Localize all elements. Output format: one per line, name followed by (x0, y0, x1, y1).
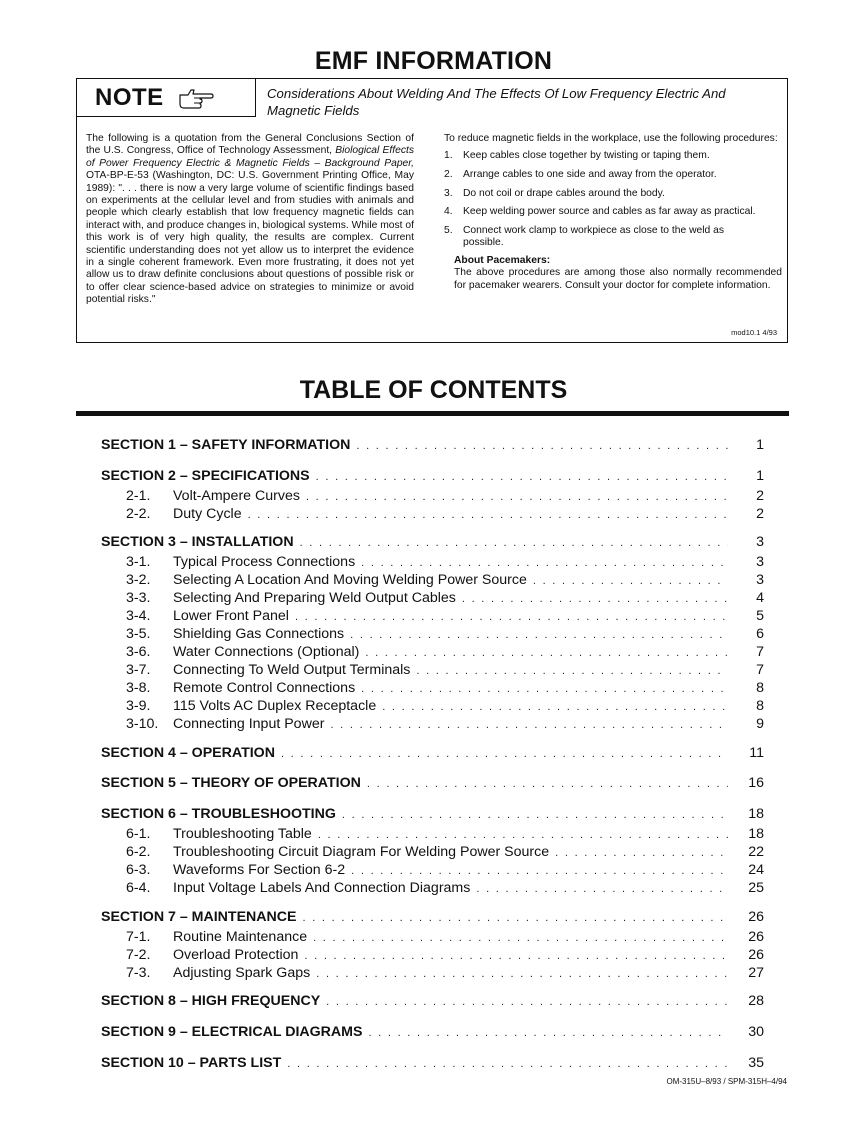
toc-page-number: 24 (748, 862, 764, 878)
toc-entry-number: 7-1. (126, 929, 151, 945)
toc-subsection-entry[interactable] (101, 590, 764, 608)
toc-entry-label: SECTION 10 – PARTS LIST (101, 1055, 282, 1071)
toc-page-number: 3 (756, 554, 764, 570)
toc-section-entry[interactable] (101, 1055, 764, 1073)
toc-dot-leader (342, 809, 728, 821)
toc-dot-leader (248, 509, 728, 521)
toc-subsection-entry[interactable] (101, 826, 764, 844)
procedure-item (444, 225, 763, 250)
toc-entry-number: 3-1. (126, 554, 151, 570)
pointing-hand-icon (178, 87, 214, 109)
toc-entry-number: 3-9. (126, 698, 151, 714)
toc-entry-number: 6-3. (126, 862, 151, 878)
toc-entry-label: SECTION 4 – OPERATION (101, 745, 275, 761)
toc-section-entry[interactable] (101, 909, 764, 927)
toc-page-number: 7 (756, 644, 764, 660)
toc-entry-label: Troubleshooting Circuit Diagram For Welding Power Source (173, 844, 550, 860)
procedure-text: Connect work clamp to workpiece as close to the weld as possible. (463, 224, 724, 249)
procedure-item (444, 150, 763, 162)
toc-dot-leader (361, 557, 728, 569)
toc-subsection-entry[interactable] (101, 844, 764, 862)
toc-entry-number: 6-1. (126, 826, 151, 842)
toc-subsection-entry[interactable] (101, 716, 764, 734)
toc-entry-number: 3-3. (126, 590, 151, 606)
toc-page-number: 22 (748, 844, 764, 860)
toc-dot-leader (304, 950, 728, 962)
toc-entry-label: Typical Process Connections (173, 554, 356, 570)
toc-entry-label: 115 Volts AC Duplex Receptacle (173, 698, 377, 714)
toc-page-number: 5 (756, 608, 764, 624)
toc-dot-leader (281, 748, 728, 760)
toc-page-number: 2 (756, 488, 764, 504)
toc-page-number: 27 (748, 965, 764, 981)
toc-dot-leader (303, 912, 729, 924)
procedure-item (444, 169, 763, 181)
procedure-number: 4. (444, 206, 453, 218)
toc-dot-leader (476, 883, 728, 895)
toc-subsection-entry[interactable] (101, 880, 764, 898)
toc-dot-leader (365, 647, 728, 659)
toc-page-number: 28 (748, 993, 764, 1009)
toc-entry-label: Shielding Gas Connections (173, 626, 345, 642)
emf-subtitle: Considerations About Welding And The Effects Of Low Frequency Electric And Magnetic Fields (267, 86, 726, 118)
emf-note-box (76, 78, 788, 343)
toc-dot-leader (316, 471, 728, 483)
module-code: mod10.1 4/93 (731, 328, 777, 337)
toc-subsection-entry[interactable] (101, 698, 764, 716)
procedure-text: Do not coil or drape cables around the body. (463, 187, 665, 199)
procedure-item (444, 188, 763, 200)
toc-page-number: 3 (756, 534, 764, 550)
procedure-number: 2. (444, 169, 453, 180)
toc-entry-label: SECTION 1 – SAFETY INFORMATION (101, 437, 351, 453)
toc-section-entry[interactable] (101, 437, 764, 455)
toc-section-entry[interactable] (101, 775, 764, 793)
procedure-number: 1. (444, 150, 453, 162)
toc-dot-leader (356, 440, 728, 452)
toc-page-number: 3 (756, 572, 764, 588)
toc-entry-label: SECTION 7 – MAINTENANCE (101, 909, 297, 925)
toc-entry-label: Selecting A Location And Moving Welding Power Source (173, 572, 527, 588)
toc-dot-leader (350, 629, 728, 641)
toc-dot-leader (416, 665, 728, 677)
toc-page-number: 26 (748, 947, 764, 963)
toc-page-number: 16 (748, 775, 764, 791)
procedure-item (444, 206, 763, 218)
toc-dot-leader (287, 1058, 728, 1070)
toc-entry-number: 3-6. (126, 644, 151, 660)
toc-entry-label: SECTION 6 – TROUBLESHOOTING (101, 806, 336, 822)
toc-entry-label: SECTION 2 – SPECIFICATIONS (101, 468, 310, 484)
toc-section-entry[interactable] (101, 806, 764, 824)
toc-subsection-entry[interactable] (101, 680, 764, 698)
toc-entry-label: SECTION 8 – HIGH FREQUENCY (101, 993, 321, 1009)
toc-subsection-entry[interactable] (101, 488, 764, 506)
toc-entry-number: 7-2. (126, 947, 151, 963)
procedure-text: Arrange cables to one side and away from the operator. (463, 169, 717, 180)
toc-section-entry[interactable] (101, 468, 764, 486)
toc-entry-number: 3-2. (126, 572, 151, 588)
toc-entry-label: SECTION 9 – ELECTRICAL DIAGRAMS (101, 1024, 363, 1040)
toc-dot-leader (368, 1027, 728, 1039)
quotation-text-part2: OTA-BP-E-53 (Washington, DC: U.S. Government Printing Office, May 1989): ". . . there is now a very large volume of scientific findings based on experiments at the cellular level and from studies with animals and people which clearly establish that low frequency magnetic fields can interact with, and produce changes in, biological systems. While most of this work is of very high quality, the results are complex. Current scientific understanding does not yet allow us to interpret the evidence in a single coherent framework. Even more frustrating, it does not yet allow us to draw definite conclusions about questions of possible risk or to offer clear science-based advice on strategies to minimize or avoid potential risks." (86, 170, 414, 306)
toc-entry-label: Overload Protection (173, 947, 299, 963)
toc-entry-label: Connecting To Weld Output Terminals (173, 662, 411, 678)
toc-entry-number: 3-10. (126, 716, 159, 732)
toc-dot-leader (295, 611, 728, 623)
toc-dot-leader (555, 847, 728, 859)
toc-entry-number: 3-4. (126, 608, 151, 624)
toc-page-number: 8 (756, 680, 764, 696)
toc-subsection-entry[interactable] (101, 644, 764, 662)
toc-section-entry[interactable] (101, 534, 764, 552)
toc-dot-leader (351, 865, 728, 877)
toc-dot-leader (326, 996, 728, 1008)
toc-dot-leader (318, 829, 728, 841)
toc-page-number: 7 (756, 662, 764, 678)
toc-subsection-entry[interactable] (101, 608, 764, 626)
toc-entry-label: Remote Control Connections (173, 680, 356, 696)
toc-section-entry[interactable] (101, 1024, 764, 1042)
toc-entry-number: 6-2. (126, 844, 151, 860)
toc-entry-label: Waveforms For Section 6-2 (173, 862, 346, 878)
toc-dot-leader (316, 968, 728, 980)
toc-entry-number: 3-8. (126, 680, 151, 696)
toc-dot-leader (462, 593, 728, 605)
toc-subsection-entry[interactable] (101, 662, 764, 680)
toc-page-number: 26 (748, 909, 764, 925)
procedure-text: Keep cables close together by twisting or taping them. (463, 150, 710, 162)
toc-dot-leader (300, 537, 728, 549)
procedure-number: 5. (444, 224, 453, 236)
toc-page-number: 9 (756, 716, 764, 732)
toc-entry-label: Connecting Input Power (173, 716, 325, 732)
note-label: NOTE (95, 83, 164, 111)
quotation-text-part1: The following is a quotation from the General Conclusions Section of the U.S. Congress, Office of Technology Assessment, (86, 133, 414, 157)
toc-page-number: 11 (749, 745, 764, 761)
toc-subsection-entry[interactable] (101, 965, 764, 983)
toc-page-number: 25 (748, 880, 764, 896)
toc-dot-leader (306, 491, 728, 503)
toc-entry-label: Input Voltage Labels And Connection Diagrams (173, 880, 471, 896)
toc-entry-label: Water Connections (Optional) (173, 644, 360, 660)
toc-entry-label: SECTION 3 – INSTALLATION (101, 534, 294, 550)
toc-page-number: 35 (748, 1055, 764, 1071)
procedures-intro: To reduce magnetic fields in the workplace, use the following procedures: (444, 133, 778, 144)
toc-page-number: 18 (748, 806, 764, 822)
toc-dot-leader (382, 701, 728, 713)
toc-page-number: 2 (756, 506, 764, 522)
toc-entry-number: 3-7. (126, 662, 151, 678)
toc-subsection-entry[interactable] (101, 862, 764, 880)
toc-page-number: 26 (748, 929, 764, 945)
procedure-text: Keep welding power source and cables as far away as practical. (463, 206, 756, 218)
toc-subsection-entry[interactable] (101, 626, 764, 644)
toc-dot-leader (367, 778, 728, 790)
toc-page-number: 8 (756, 698, 764, 714)
toc-divider (76, 411, 789, 416)
toc-subsection-entry[interactable] (101, 554, 764, 572)
toc-entry-number: 2-1. (126, 488, 151, 504)
toc-entry-label: Duty Cycle (173, 506, 242, 522)
pacemaker-text: The above procedures are among those also normally recommended for pacemaker wearers. Consult your doctor for complete information. (454, 267, 782, 291)
note-badge (77, 79, 256, 117)
toc-subsection-entry[interactable] (101, 506, 764, 524)
toc-page-number: 4 (756, 590, 764, 606)
toc-dot-leader (361, 683, 728, 695)
toc-subsection-entry[interactable] (101, 572, 764, 590)
emf-procedures (444, 133, 782, 292)
procedures-list (444, 150, 782, 249)
document-code: OM-315U–8/93 / SPM-315H–4/94 (666, 1077, 787, 1086)
toc-page-number: 30 (748, 1024, 764, 1040)
toc-entry-label: SECTION 5 – THEORY OF OPERATION (101, 775, 361, 791)
toc-dot-leader (533, 575, 728, 587)
quotation-paper-title: Biological Effects of Power Frequency Electric & Magnetic Fields – Background Paper, (86, 145, 414, 169)
toc-entry-number: 3-5. (126, 626, 151, 642)
toc-entry-number: 2-2. (126, 506, 151, 522)
toc-dot-leader (313, 932, 728, 944)
emf-quotation (86, 133, 414, 307)
pacemaker-heading: About Pacemakers: (454, 254, 551, 266)
procedure-number: 3. (444, 187, 453, 199)
toc-entry-label: Volt-Ampere Curves (173, 488, 300, 504)
toc-page-number: 6 (756, 626, 764, 642)
toc-subsection-entry[interactable] (101, 947, 764, 965)
toc-section-entry[interactable] (101, 745, 764, 763)
toc-section-entry[interactable] (101, 993, 764, 1011)
toc-entry-label: Troubleshooting Table (173, 826, 312, 842)
toc-title: TABLE OF CONTENTS (299, 376, 568, 404)
toc-entry-label: Lower Front Panel (173, 608, 289, 624)
toc-entry-number: 6-4. (126, 880, 151, 896)
toc-entry-label: Adjusting Spark Gaps (173, 965, 311, 981)
toc-entry-number: 7-3. (126, 965, 151, 981)
toc-entry-label: Routine Maintenance (173, 929, 308, 945)
toc-entry-label: Selecting And Preparing Weld Output Cables (173, 590, 456, 606)
toc-page-number: 18 (748, 826, 764, 842)
toc-page-number: 1 (756, 468, 764, 484)
toc-subsection-entry[interactable] (101, 929, 764, 947)
toc-page-number: 1 (756, 437, 764, 453)
emf-title: EMF INFORMATION (314, 47, 553, 75)
toc-dot-leader (330, 719, 728, 731)
